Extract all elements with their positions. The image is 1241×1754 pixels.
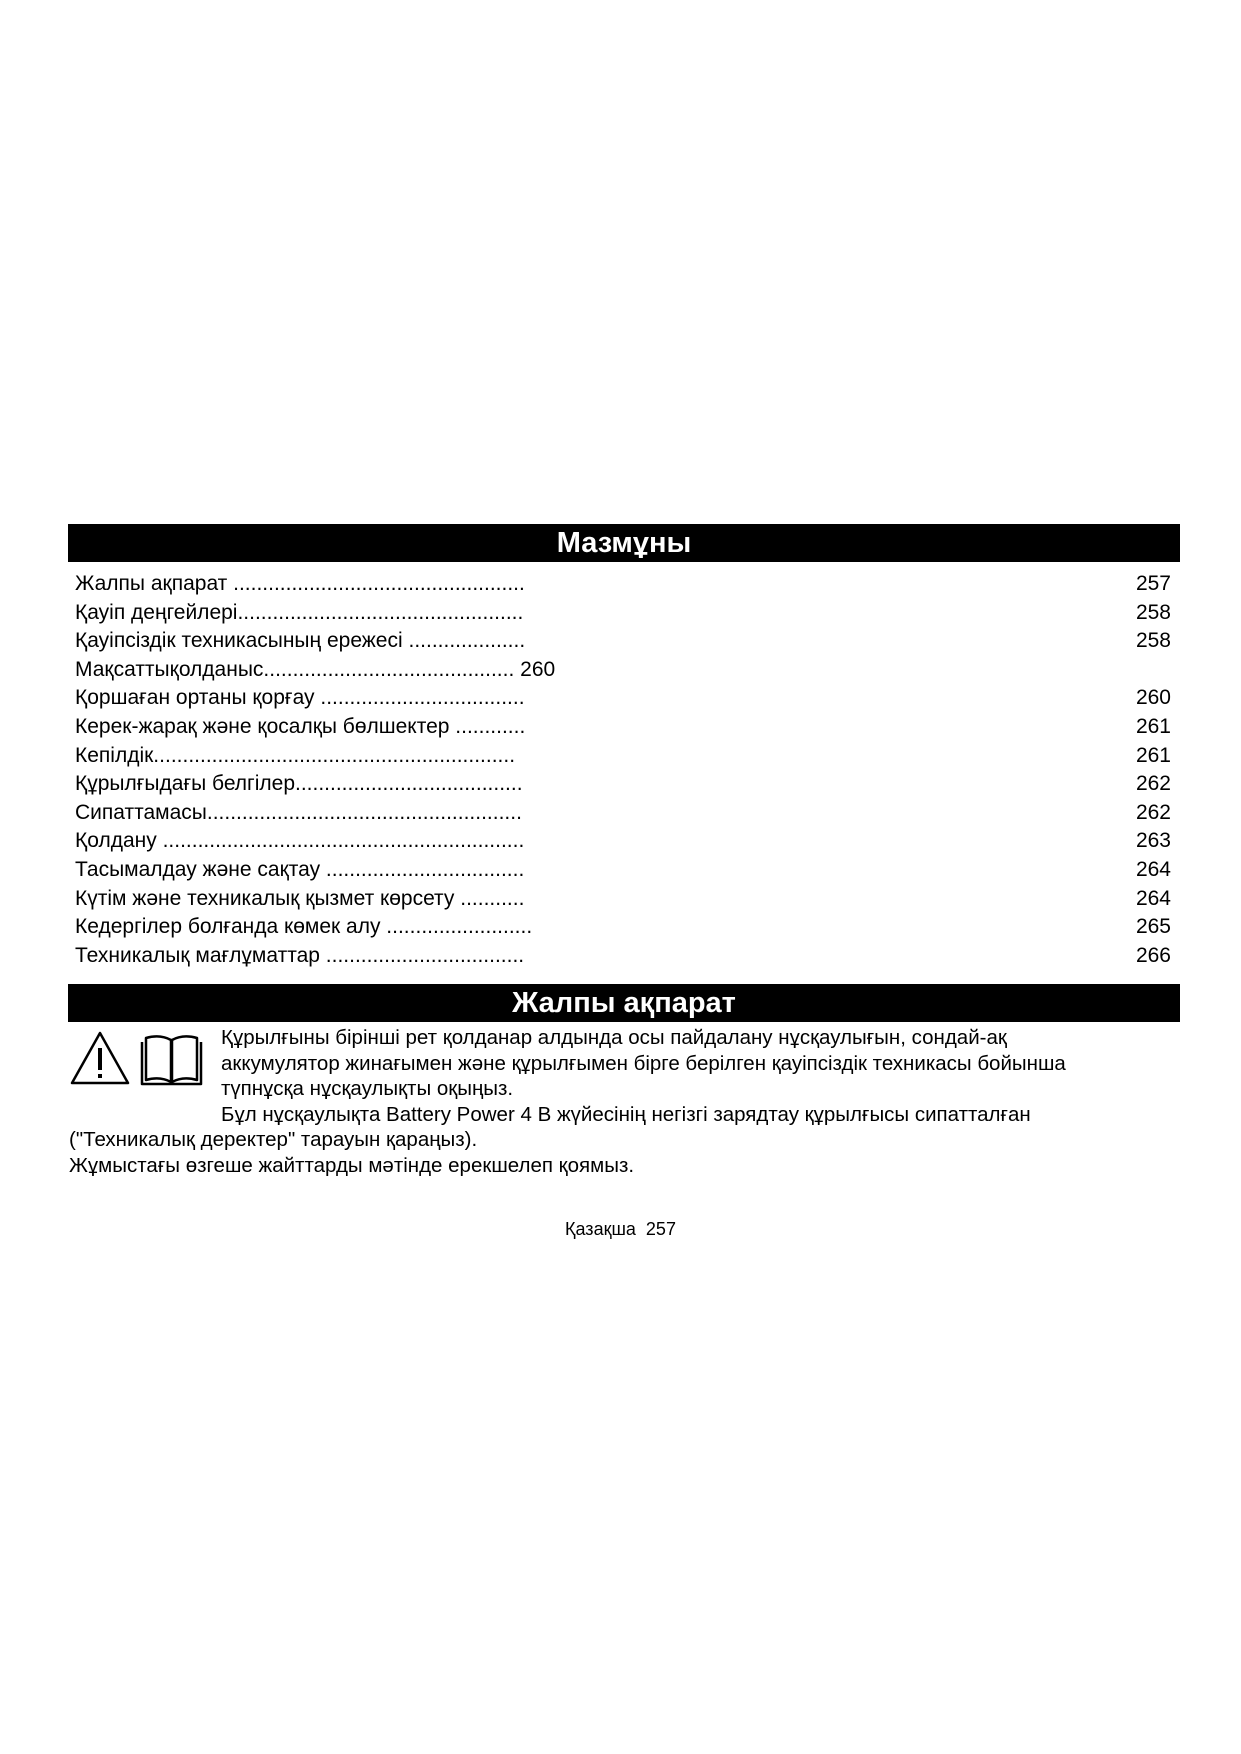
toc-entry-page: 261 xyxy=(1135,743,1171,767)
toc-entry-page: 258 xyxy=(1135,600,1171,624)
paragraph-line: Құрылғыны бірінші рет қолданар алдында осы пайдалану нұсқаулығын, сондай-ақ xyxy=(221,1026,1007,1049)
toc-entry-page: 260 xyxy=(1135,686,1171,710)
toc-entry-label: Техникалық мағлұматтар .................................. xyxy=(75,943,525,967)
toc-entry-label: Сипаттамасы...................................................... xyxy=(75,800,522,824)
toc-entry-label: Қолдану .............................................................. xyxy=(75,829,525,853)
toc-entry-page: 264 xyxy=(1135,886,1171,910)
toc-entry-label: Мақсаттықолданыс........................................... 260 xyxy=(75,657,556,681)
paragraph-line: Жұмыстағы өзгеше жайттарды мәтінде ерекшелеп қоямыз. xyxy=(69,1153,635,1177)
toc-entry-label: Кепілдік.............................................................. xyxy=(75,743,516,767)
toc-entry-page: 264 xyxy=(1135,857,1171,881)
toc-entry-label: Күтім және техникалық қызмет көрсету ........... xyxy=(75,886,525,910)
toc-title: Мазмұны xyxy=(68,524,1180,562)
toc-entry[interactable] xyxy=(75,599,1171,628)
paragraph-line: Бұл нұсқаулықта Battery Power 4 В жүйесінің негізгі зарядтау құрылғысы сипатталған xyxy=(221,1102,1031,1126)
section-title-general-info: Жалпы ақпарат xyxy=(68,984,1180,1022)
toc-entry[interactable] xyxy=(75,656,1171,685)
toc-entry-label: Қоршаған ортаны қорғау ................................... xyxy=(75,686,525,710)
paragraph-line: ("Техникалық деректер" тарауын қараңыз). xyxy=(69,1128,478,1151)
toc-entry-label: Қауіп деңгейлері................................................. xyxy=(75,600,524,624)
instruction-icons-graphic xyxy=(70,1030,205,1086)
paragraph-line: аккумулятор жинағымен және құрылғымен бірге берілген қауіпсіздік техникасы бойынша xyxy=(221,1051,1066,1075)
toc-entry[interactable] xyxy=(75,684,1171,713)
toc-entry-page: 262 xyxy=(1135,772,1171,796)
toc-entry[interactable] xyxy=(75,713,1171,742)
toc-entry[interactable] xyxy=(75,770,1171,799)
toc-list xyxy=(75,570,1171,970)
toc-entry-label: Тасымалдау және сақтау .................................. xyxy=(75,857,525,881)
toc-entry[interactable] xyxy=(75,827,1171,856)
toc-entry-page: 261 xyxy=(1135,714,1171,738)
manual-book-icon xyxy=(142,1036,201,1084)
toc-entry-page: 257 xyxy=(1135,572,1171,595)
toc-entry-page: 266 xyxy=(1135,943,1171,967)
toc-entry-page: 265 xyxy=(1135,915,1171,939)
toc-entry-label: Жалпы ақпарат .................................................. xyxy=(75,572,525,595)
toc-entry[interactable] xyxy=(75,570,1171,599)
instruction-icons xyxy=(70,1030,205,1086)
toc-entry-page: 258 xyxy=(1135,629,1171,653)
footer-language: Қазақша xyxy=(565,1219,636,1239)
warning-triangle-icon xyxy=(72,1033,128,1083)
paragraph-line: түпнұсқа нұсқаулықты оқыңыз. xyxy=(221,1077,514,1100)
toc-entry[interactable] xyxy=(75,799,1171,828)
toc-entry-page: 262 xyxy=(1135,800,1171,824)
toc-entry-page: 263 xyxy=(1135,829,1171,853)
toc-entry[interactable] xyxy=(75,913,1171,942)
toc-entry[interactable] xyxy=(75,942,1171,971)
toc-entry-label: Қауіпсіздік техникасының ережесі .................... xyxy=(75,629,526,653)
toc-entry[interactable] xyxy=(75,856,1171,885)
toc-entry[interactable] xyxy=(75,742,1171,771)
toc-entry[interactable] xyxy=(75,885,1171,914)
toc-entry-label: Кедергілер болғанда көмек алу ......................... xyxy=(75,915,533,939)
toc-entry[interactable] xyxy=(75,627,1171,656)
page-footer xyxy=(0,1219,1241,1240)
footer-page-number: 257 xyxy=(645,1219,676,1239)
toc-entry-label: Керек-жарақ және қосалқы бөлшектер ............ xyxy=(75,714,526,738)
toc-entry-label: Құрылғыдағы белгілер....................................... xyxy=(75,772,523,796)
